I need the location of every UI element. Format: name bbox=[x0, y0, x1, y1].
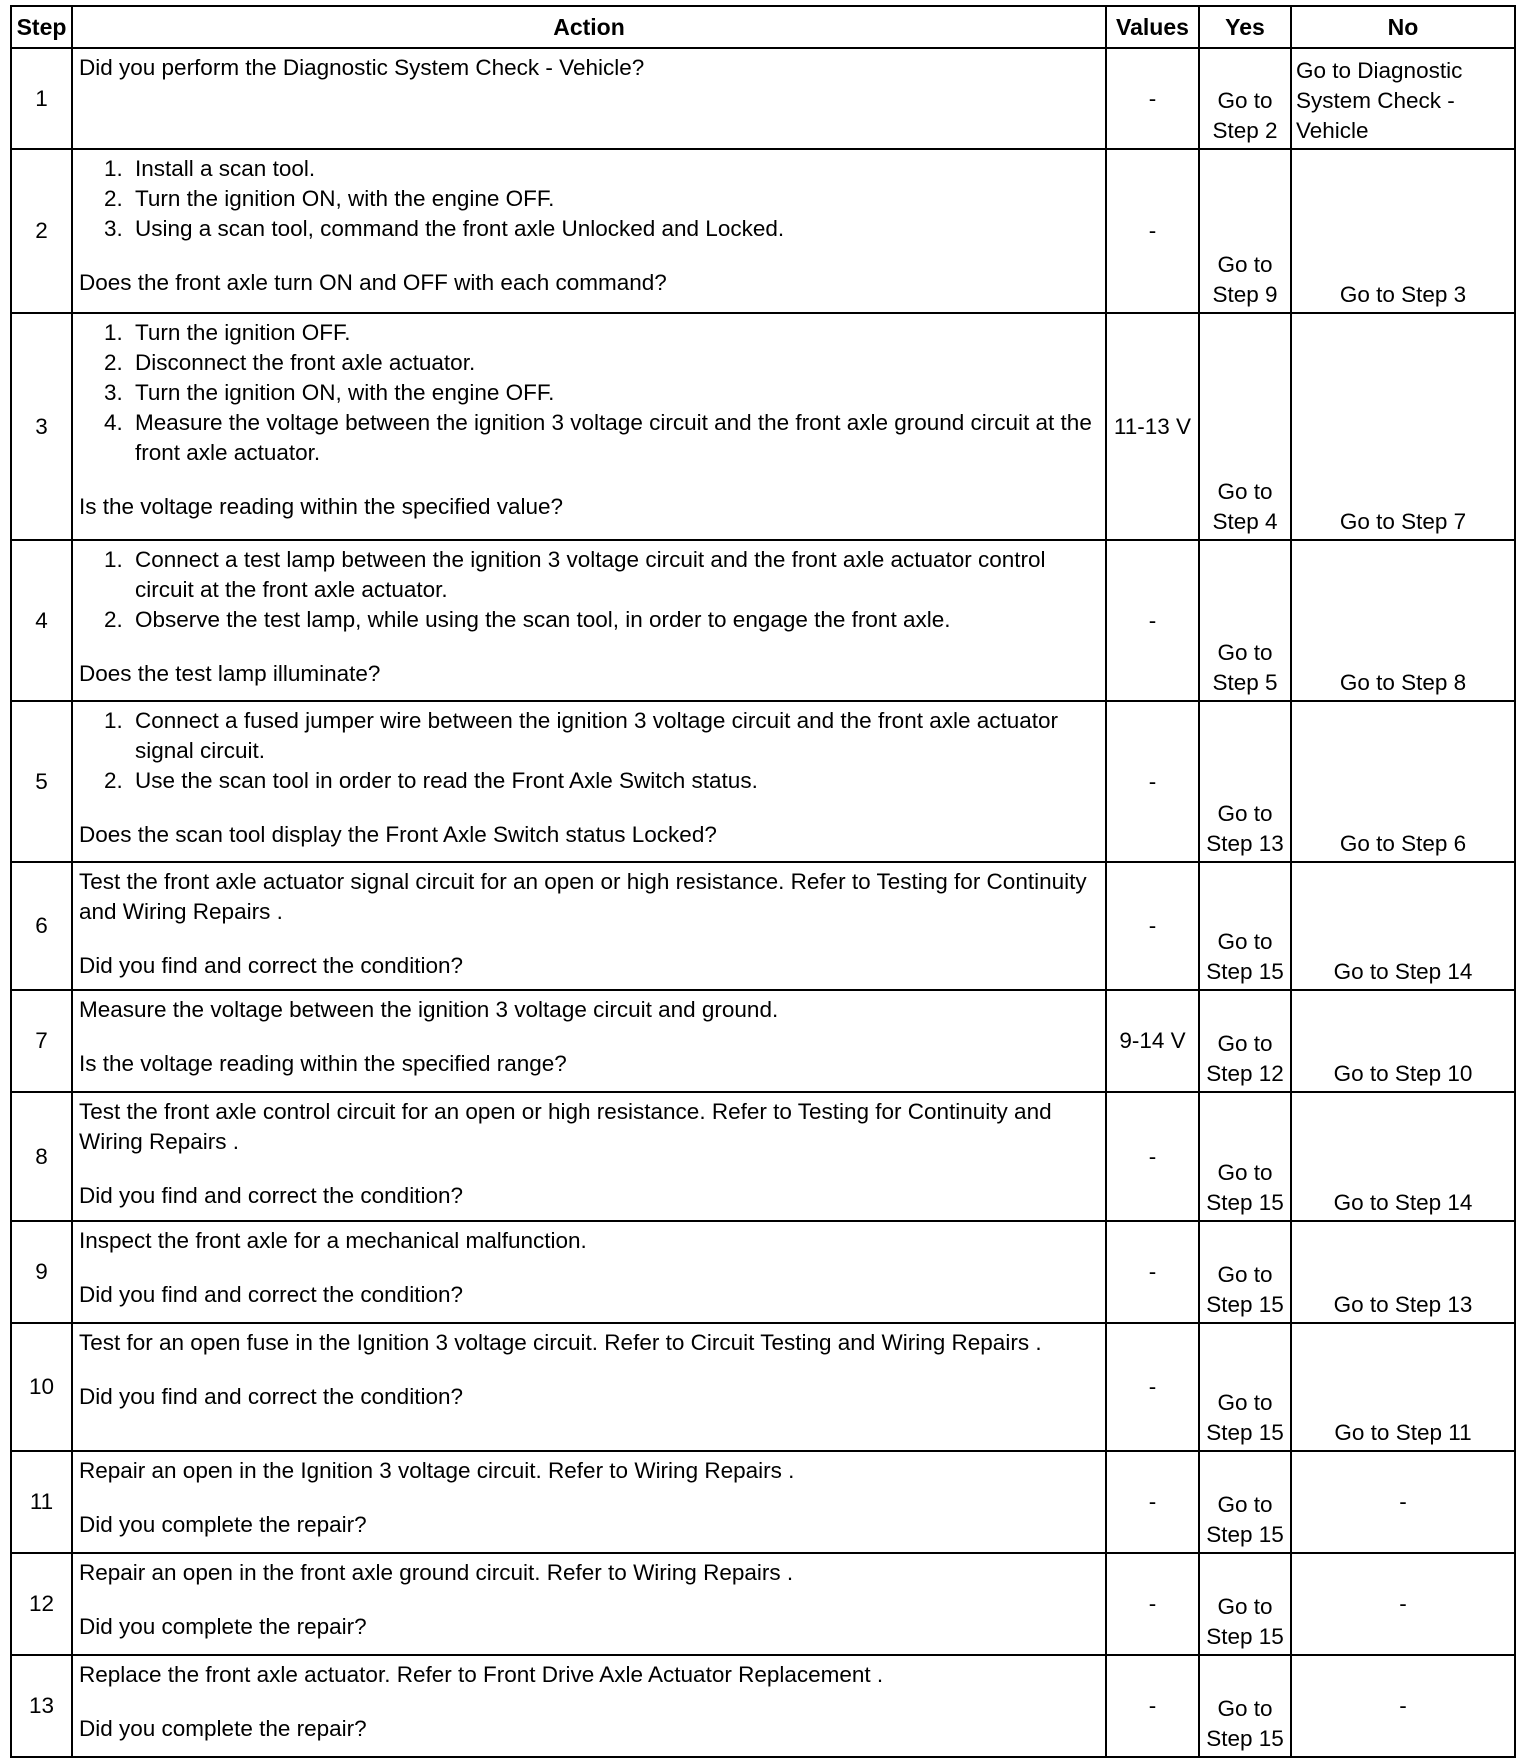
table-row bbox=[11, 1553, 1515, 1655]
yes-cell: Go to Step 15 bbox=[1199, 1553, 1291, 1655]
step-number: 13 bbox=[11, 1655, 72, 1757]
value-cell: - bbox=[1106, 862, 1199, 990]
no-cell: Go to Step 10 bbox=[1291, 990, 1515, 1092]
table-row bbox=[11, 149, 1515, 313]
table-row bbox=[11, 990, 1515, 1092]
step-number: 8 bbox=[11, 1092, 72, 1221]
no-cell: Go to Step 8 bbox=[1291, 540, 1515, 701]
step-number: 4 bbox=[11, 540, 72, 701]
action-cell bbox=[72, 149, 1106, 313]
action-question: Does the front axle turn ON and OFF with each command? bbox=[79, 270, 667, 295]
yes-cell: Go to Step 12 bbox=[1199, 990, 1291, 1092]
action-cell bbox=[72, 1092, 1106, 1221]
yes-cell: Go to Step 5 bbox=[1199, 540, 1291, 701]
action-text: Test the front axle actuator signal circuit for an open or high resistance. Refer to Testing for Continuity and Wiring Repairs . bbox=[79, 869, 1087, 924]
action-question: Did you find and correct the condition? bbox=[79, 1282, 463, 1307]
action-text: Did you perform the Diagnostic System Check - Vehicle? bbox=[79, 55, 645, 80]
action-list bbox=[79, 545, 1099, 635]
action-question: Is the voltage reading within the specified range? bbox=[79, 1051, 567, 1076]
action-text: Test for an open fuse in the Ignition 3 voltage circuit. Refer to Circuit Testing and Wiring Repairs . bbox=[79, 1330, 1042, 1355]
action-cell bbox=[72, 1655, 1106, 1757]
action-list-item: 1. Connect a fused jumper wire between the ignition 3 voltage circuit and the front axle actuator signal circuit. bbox=[129, 706, 1099, 766]
value-cell: - bbox=[1106, 540, 1199, 701]
action-cell bbox=[72, 862, 1106, 990]
action-list-item: 2. Disconnect the front axle actuator. bbox=[129, 348, 1099, 378]
no-cell: - bbox=[1291, 1655, 1515, 1757]
action-list-item: 2. Turn the ignition ON, with the engine OFF. bbox=[129, 184, 1099, 214]
step-number: 1 bbox=[11, 48, 72, 149]
action-question: Did you find and correct the condition? bbox=[79, 953, 463, 978]
action-cell bbox=[72, 1323, 1106, 1451]
value-cell: - bbox=[1106, 1553, 1199, 1655]
value-cell: - bbox=[1106, 1655, 1199, 1757]
table-row bbox=[11, 313, 1515, 540]
yes-cell: Go to Step 15 bbox=[1199, 1221, 1291, 1323]
action-cell bbox=[72, 1451, 1106, 1553]
step-number: 2 bbox=[11, 149, 72, 313]
value-cell: - bbox=[1106, 701, 1199, 862]
table-row bbox=[11, 1092, 1515, 1221]
yes-cell: Go to Step 4 bbox=[1199, 313, 1291, 540]
value-cell: - bbox=[1106, 149, 1199, 313]
value-cell: 9-14 V bbox=[1106, 990, 1199, 1092]
table-row bbox=[11, 701, 1515, 862]
yes-cell: Go to Step 15 bbox=[1199, 1655, 1291, 1757]
action-question: Does the scan tool display the Front Axle Switch status Locked? bbox=[79, 822, 717, 847]
yes-cell: Go to Step 2 bbox=[1199, 48, 1291, 149]
yes-cell: Go to Step 15 bbox=[1199, 862, 1291, 990]
diagnostic-table-container bbox=[10, 5, 1516, 1758]
value-cell: - bbox=[1106, 1451, 1199, 1553]
no-cell: Go to Step 13 bbox=[1291, 1221, 1515, 1323]
header-no: No bbox=[1291, 6, 1515, 48]
action-text: Measure the voltage between the ignition 3 voltage circuit and ground. bbox=[79, 997, 779, 1022]
action-list-item: 1. Connect a test lamp between the ignition 3 voltage circuit and the front axle actuator control circuit at the front axle actuator. bbox=[129, 545, 1099, 605]
action-list bbox=[79, 706, 1099, 796]
value-cell: 11-13 V bbox=[1106, 313, 1199, 540]
table-row bbox=[11, 1323, 1515, 1451]
action-text: Replace the front axle actuator. Refer to Front Drive Axle Actuator Replacement . bbox=[79, 1662, 884, 1687]
action-list-item: 2. Observe the test lamp, while using the scan tool, in order to engage the front axle. bbox=[129, 605, 1099, 635]
header-action: Action bbox=[72, 6, 1106, 48]
yes-cell: Go to Step 15 bbox=[1199, 1323, 1291, 1451]
step-number: 10 bbox=[11, 1323, 72, 1451]
step-number: 6 bbox=[11, 862, 72, 990]
step-number: 11 bbox=[11, 1451, 72, 1553]
header-row bbox=[11, 6, 1515, 48]
step-number: 7 bbox=[11, 990, 72, 1092]
table-row bbox=[11, 48, 1515, 149]
action-cell bbox=[72, 1553, 1106, 1655]
step-number: 3 bbox=[11, 313, 72, 540]
yes-cell: Go to Step 15 bbox=[1199, 1451, 1291, 1553]
action-cell bbox=[72, 313, 1106, 540]
action-text: Repair an open in the front axle ground circuit. Refer to Wiring Repairs . bbox=[79, 1560, 794, 1585]
value-cell: - bbox=[1106, 48, 1199, 149]
no-cell: Go to Step 14 bbox=[1291, 1092, 1515, 1221]
yes-cell: Go to Step 15 bbox=[1199, 1092, 1291, 1221]
table-row bbox=[11, 1655, 1515, 1757]
action-question: Is the voltage reading within the specified value? bbox=[79, 494, 564, 519]
value-cell: - bbox=[1106, 1221, 1199, 1323]
action-list bbox=[79, 154, 1099, 244]
action-text: Repair an open in the Ignition 3 voltage circuit. Refer to Wiring Repairs . bbox=[79, 1458, 795, 1483]
no-cell: Go to Step 11 bbox=[1291, 1323, 1515, 1451]
diagnostic-table bbox=[10, 5, 1516, 1758]
header-yes: Yes bbox=[1199, 6, 1291, 48]
action-text: Test the front axle control circuit for an open or high resistance. Refer to Testing for Continuity and Wiring Repairs . bbox=[79, 1099, 1052, 1154]
table-row bbox=[11, 1451, 1515, 1553]
no-cell: Go to Step 14 bbox=[1291, 862, 1515, 990]
action-question: Does the test lamp illuminate? bbox=[79, 661, 381, 686]
no-cell: - bbox=[1291, 1553, 1515, 1655]
step-number: 5 bbox=[11, 701, 72, 862]
table-row bbox=[11, 862, 1515, 990]
no-cell: Go to Step 3 bbox=[1291, 149, 1515, 313]
step-number: 12 bbox=[11, 1553, 72, 1655]
action-question: Did you complete the repair? bbox=[79, 1614, 367, 1639]
no-cell: Go to Step 7 bbox=[1291, 313, 1515, 540]
action-question: Did you find and correct the condition? bbox=[79, 1183, 463, 1208]
action-list-item: 4. Measure the voltage between the ignition 3 voltage circuit and the front axle ground circuit at the front axle actuator. bbox=[129, 408, 1099, 468]
yes-cell: Go to Step 13 bbox=[1199, 701, 1291, 862]
no-cell: Go to Diagnostic System Check - Vehicle bbox=[1291, 48, 1515, 149]
action-list-item: 3. Using a scan tool, command the front axle Unlocked and Locked. bbox=[129, 214, 1099, 244]
action-list bbox=[79, 318, 1099, 468]
action-question: Did you complete the repair? bbox=[79, 1512, 367, 1537]
action-cell bbox=[72, 1221, 1106, 1323]
step-number: 9 bbox=[11, 1221, 72, 1323]
header-step: Step bbox=[11, 6, 72, 48]
action-list-item: 1. Install a scan tool. bbox=[129, 154, 1099, 184]
yes-cell: Go to Step 9 bbox=[1199, 149, 1291, 313]
action-list-item: 2. Use the scan tool in order to read the Front Axle Switch status. bbox=[129, 766, 1099, 796]
action-cell bbox=[72, 48, 1106, 149]
action-cell bbox=[72, 990, 1106, 1092]
action-question: Did you find and correct the condition? bbox=[79, 1384, 463, 1409]
action-question: Did you complete the repair? bbox=[79, 1716, 367, 1741]
action-text: Inspect the front axle for a mechanical malfunction. bbox=[79, 1228, 587, 1253]
value-cell: - bbox=[1106, 1092, 1199, 1221]
header-values: Values bbox=[1106, 6, 1199, 48]
table-row bbox=[11, 1221, 1515, 1323]
no-cell: - bbox=[1291, 1451, 1515, 1553]
no-cell: Go to Step 6 bbox=[1291, 701, 1515, 862]
action-list-item: 3. Turn the ignition ON, with the engine OFF. bbox=[129, 378, 1099, 408]
action-cell bbox=[72, 540, 1106, 701]
value-cell: - bbox=[1106, 1323, 1199, 1451]
table-row bbox=[11, 540, 1515, 701]
action-cell bbox=[72, 701, 1106, 862]
action-list-item: 1. Turn the ignition OFF. bbox=[129, 318, 1099, 348]
